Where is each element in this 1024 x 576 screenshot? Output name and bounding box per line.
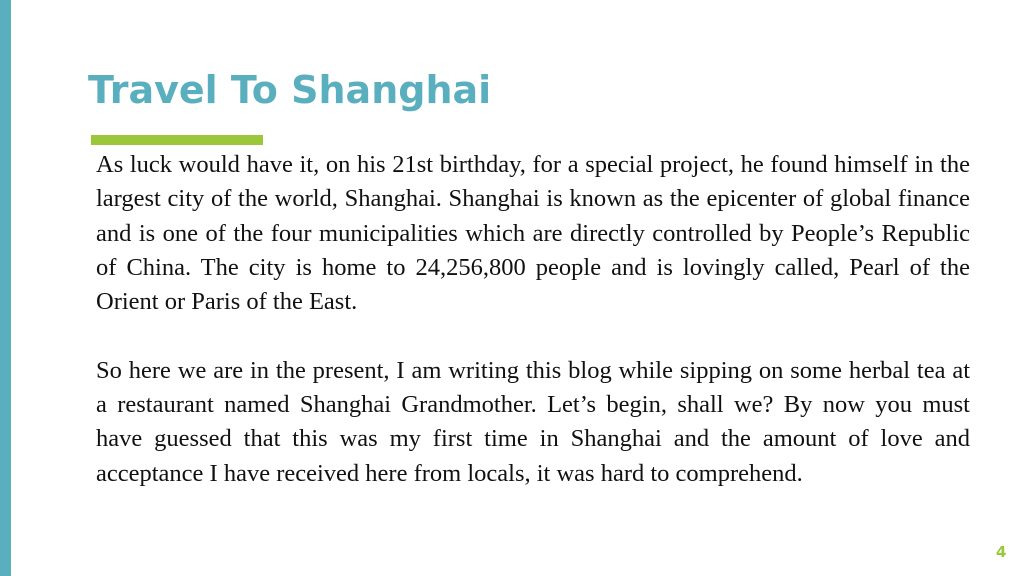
paragraph-1: As luck would have it, on his 21st birthday, for a special project, he found himself in the largest city of the world, Shanghai. Shanghai is known as the epicenter of global finance and is one of the four municipalities which are directly controlled by People’s Republic of China. The city is home to 24,256,800 people and is lovingly called, Pearl of the Orient or Paris of the East. [96, 151, 970, 316]
body-text [96, 148, 970, 491]
page-number: 4 [996, 543, 1007, 561]
title-underline-accent [91, 135, 263, 145]
slide-title: Travel To Shanghai [88, 68, 492, 112]
paragraph-2: So here we are in the present, I am writing this blog while sipping on some herbal tea at a restaurant named Shanghai Grandmother. Let’s begin, shall we? By now you must have guessed that this was my first time in Shanghai and the amount of love and acceptance I have received here from locals, it was hard to comprehend. [96, 356, 970, 487]
left-accent-bar [0, 0, 11, 576]
